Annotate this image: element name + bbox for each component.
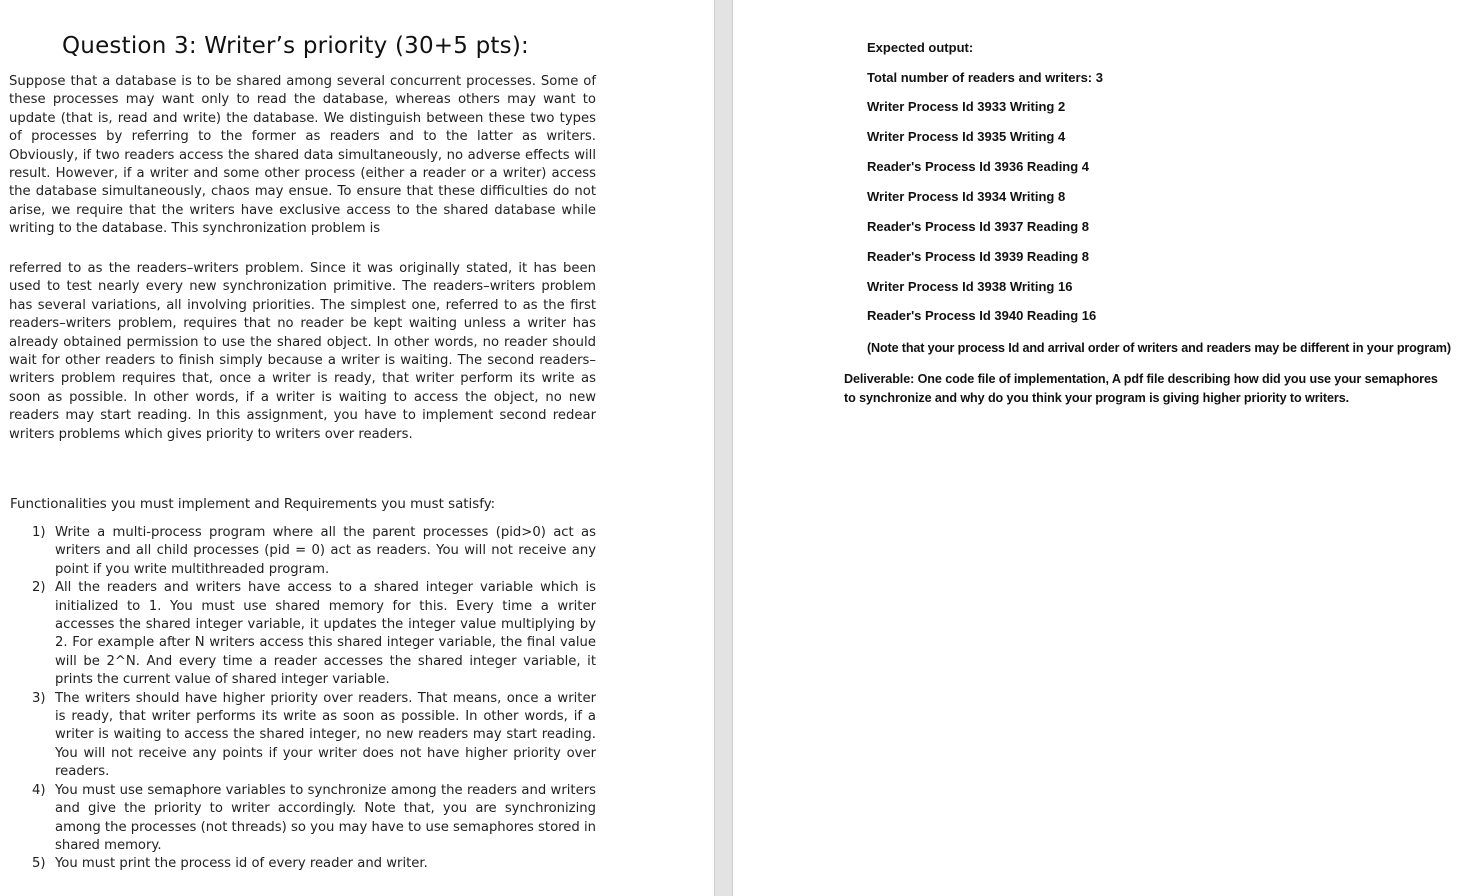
requirement-item xyxy=(32,524,596,579)
requirement-number: 1) xyxy=(32,525,46,540)
output-line: Writer Process Id 3935 Writing 4 xyxy=(867,129,1066,144)
requirement-text: The writers should have higher priority over readers. That means, once a writer is ready, that writer performs its write as soon as possible. In other words, if a writer is waiting to access the shared integer, no new readers may start reading. You will not receive any points if your writer does not have higher priority over readers. xyxy=(55,690,596,780)
requirement-item xyxy=(32,690,596,782)
right-page xyxy=(733,0,1468,896)
output-line: Reader's Process Id 3936 Reading 4 xyxy=(867,159,1090,174)
requirement-number: 3) xyxy=(32,690,46,706)
requirements-heading: Functionalities you must implement and Requirements you must satisfy: xyxy=(10,497,496,512)
output-line: Reader's Process Id 3940 Reading 16 xyxy=(867,308,1097,323)
output-line: Reader's Process Id 3937 Reading 8 xyxy=(867,219,1090,234)
output-line: Writer Process Id 3938 Writing 16 xyxy=(867,279,1073,294)
readers-writers-paragraph: referred to as the readers–writers problem. Since it was originally stated, it has been used to test nearly every new synchronization primitive. The readers–writers problem has several variations, all involving priorities. The simplest one, referred to as the first readers–writers problem, requires that no reader be kept waiting unless a writer has already obtained permission to use the shared object. In other words, no reader should wait for other readers to finish simply because a writer is waiting. The second readers–writers problem requires that, once a writer is ready, that writer perform its write as soon as possible. In other words, if a writer is waiting to access the object, no new readers may start reading. In this assignment, you have to implement second redear writers problems which gives priority to writers over readers. xyxy=(9,261,596,442)
output-line: Writer Process Id 3934 Writing 8 xyxy=(867,189,1066,204)
requirement-text: All the readers and writers have access to a shared integer variable which is initialized to 1. You must use shared memory for this. Every time a writer accesses the shared integer variable, it updates the integer value multiplying by 2. For example after N writers access this shared integer variable, the final value will be 2^N. And every time a reader accesses the shared integer variable, it prints the current value of shared integer variable. xyxy=(55,580,596,688)
requirement-number: 2) xyxy=(32,580,46,596)
output-line: Writer Process Id 3933 Writing 2 xyxy=(867,99,1066,114)
requirement-text: You must use semaphore variables to synchronize among the readers and writers and give the priority to writer accordingly. Note that, you are synchronizing among the processes (not threads) so you may have to use semaphores stored in shared memory. xyxy=(55,782,596,853)
intro-paragraph: Suppose that a database is to be shared among several concurrent processes. Some of these processes may want only to read the database, whereas others may want to update (that is, read and write) the database. We distinguish between these two types of processes by referring to the former as readers and to the latter as writers. Obviously, if two readers access the shared data simultaneously, no adverse effects will result. However, if a writer and some other process (either a reader or a writer) access the database simultaneously, chaos may ensue. To ensure that these difficulties do not arise, we require that the writers have exclusive access to the shared database while writing to the database. This synchronization problem is xyxy=(9,74,596,237)
expected-output-heading: Expected output: xyxy=(867,40,974,55)
requirements-list xyxy=(32,524,596,874)
output-line: Reader's Process Id 3939 Reading 8 xyxy=(867,249,1090,264)
process-id-note: (Note that your process Id and arrival order of writers and readers may be different in your program) xyxy=(867,341,1451,355)
requirement-text: Write a multi-process program where all the parent processes (pid>0) act as writers and all child processes (pid = 0) act as readers. You will not receive any point if you write multithreaded program. xyxy=(55,525,596,577)
requirement-number: 4) xyxy=(32,782,46,798)
requirement-item xyxy=(32,579,596,689)
requirement-item xyxy=(32,855,596,873)
output-line: Total number of readers and writers: 3 xyxy=(867,70,1103,85)
deliverable-text: Deliverable: One code file of implementation, A pdf file describing how did you use your semaphores to synchronize and why do you think your program is giving higher priority to writers. xyxy=(844,372,1438,405)
requirement-text: You must print the process id of every reader and writer. xyxy=(55,856,428,872)
question-title: Question 3: Writer’s priority (30+5 pts): xyxy=(62,33,529,59)
page-gutter xyxy=(714,0,733,896)
requirement-item xyxy=(32,782,596,856)
left-page xyxy=(0,0,714,896)
requirement-number: 5) xyxy=(32,856,46,872)
